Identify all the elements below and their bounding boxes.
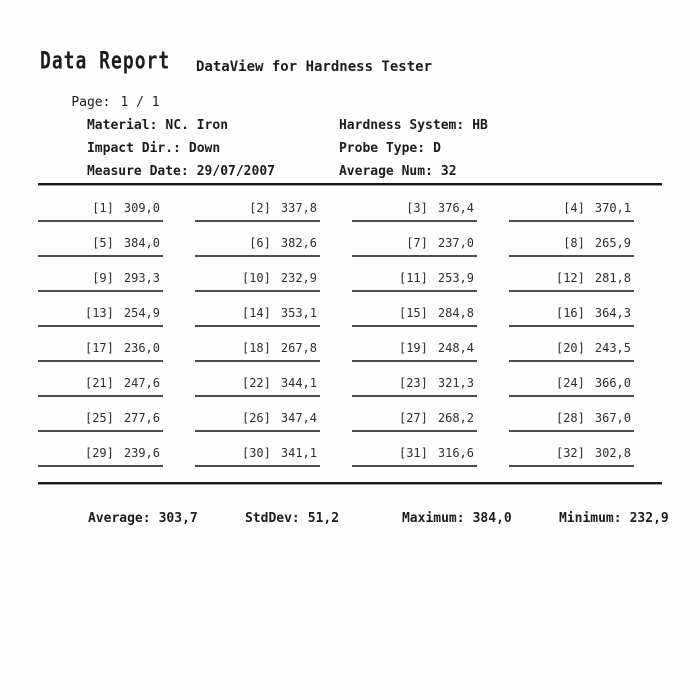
reading-cell: [352, 271, 477, 292]
reading-cell: [38, 411, 163, 432]
reading-cell: [195, 376, 320, 397]
reading-value: 247,6: [123, 376, 160, 390]
reading-index: [15]: [398, 306, 428, 320]
reading-value: 248,4: [437, 341, 474, 355]
reading-cell: [509, 236, 634, 257]
reading-value: 344,1: [280, 376, 317, 390]
reading-index: [28]: [555, 411, 585, 425]
stats-row: [38, 496, 669, 541]
reading-cell: [38, 236, 163, 257]
reading-value: 232,9: [280, 271, 317, 285]
reading-index: [10]: [241, 271, 271, 285]
stat-maximum: [352, 496, 512, 541]
reading-value: 347,4: [280, 411, 317, 425]
reading-cell: [38, 376, 163, 397]
reading-value: 353,1: [280, 306, 317, 320]
reading-value: 309,0: [123, 201, 160, 215]
reading-cell: [195, 271, 320, 292]
reading-cell: [195, 236, 320, 257]
stat-minimum-label: Minimum:: [558, 511, 622, 526]
reading-index: [18]: [241, 341, 271, 355]
reading-value: 265,9: [594, 236, 631, 250]
reading-value: 239,6: [123, 446, 160, 460]
reading-index: [11]: [398, 271, 428, 285]
reading-index: [4]: [563, 201, 585, 215]
stat-average-label: Average:: [87, 511, 151, 526]
stat-minimum-value: 232,9: [629, 511, 669, 526]
reading-value: 302,8: [594, 446, 631, 460]
reading-value: 337,8: [280, 201, 317, 215]
reading-cell: [38, 306, 163, 327]
page-label: Page:: [71, 95, 111, 110]
reading-index: [2]: [249, 201, 271, 215]
reading-index: [8]: [563, 236, 585, 250]
meta-measure-date-value: 29/07/2007: [196, 164, 275, 179]
meta-measure-date-label: Measure Date:: [86, 164, 189, 179]
reading-value: 277,6: [123, 411, 160, 425]
stat-stddev-value: 51,2: [307, 511, 340, 526]
reading-index: [17]: [84, 341, 114, 355]
reading-value: 367,0: [594, 411, 631, 425]
reading-cell: [195, 201, 320, 222]
meta-impact-dir-value: Down: [188, 141, 221, 156]
meta-probe-type: [292, 126, 660, 156]
stat-stddev: [195, 496, 352, 541]
reading-index: [32]: [555, 446, 585, 460]
reading-cell: [509, 411, 634, 432]
reading-cell: [509, 306, 634, 327]
reading-index: [29]: [84, 446, 114, 460]
reading-value: 366,0: [594, 376, 631, 390]
reading-value: 376,4: [437, 201, 474, 215]
reading-index: [3]: [406, 201, 428, 215]
meta-material-value: NC. Iron: [165, 118, 229, 133]
reading-index: [26]: [241, 411, 271, 425]
reading-value: 267,8: [280, 341, 317, 355]
reading-index: [22]: [241, 376, 271, 390]
reading-cell: [352, 306, 477, 327]
meta-hardness-system: [292, 103, 660, 133]
reading-value: 384,0: [123, 236, 160, 250]
reading-cell: [509, 446, 634, 467]
reading-value: 382,6: [280, 236, 317, 250]
reading-value: 268,2: [437, 411, 474, 425]
reading-index: [23]: [398, 376, 428, 390]
reading-index: [16]: [555, 306, 585, 320]
reading-cell: [352, 376, 477, 397]
reading-index: [7]: [406, 236, 428, 250]
reading-index: [25]: [84, 411, 114, 425]
reading-value: 254,9: [123, 306, 160, 320]
reading-value: 236,0: [123, 341, 160, 355]
reading-cell: [509, 201, 634, 222]
reading-cell: [352, 341, 477, 362]
reading-value: 316,6: [437, 446, 474, 460]
meta-section: [40, 103, 660, 179]
meta-probe-type-value: D: [433, 141, 441, 156]
reading-index: [31]: [398, 446, 428, 460]
page-title: Data Report: [40, 47, 171, 76]
meta-hardness-system-label: Hardness System:: [338, 118, 465, 133]
reading-cell: [509, 376, 634, 397]
reading-cell: [195, 446, 320, 467]
stat-maximum-label: Maximum:: [401, 511, 465, 526]
reading-index: [30]: [241, 446, 271, 460]
meta-measure-date: [40, 149, 292, 179]
separator-bottom: [38, 482, 662, 485]
reading-cell: [195, 411, 320, 432]
app-subtitle: DataView for Hardness Tester: [196, 59, 433, 75]
meta-material-label: Material:: [86, 118, 158, 133]
stat-minimum: [509, 496, 669, 541]
reading-cell: [352, 411, 477, 432]
meta-hardness-system-value: HB: [472, 118, 488, 133]
reading-cell: [38, 201, 163, 222]
stat-average-value: 303,7: [158, 511, 198, 526]
reading-index: [27]: [398, 411, 428, 425]
meta-impact-dir-label: Impact Dir.:: [86, 141, 181, 156]
reading-cell: [38, 271, 163, 292]
reading-cell: [509, 271, 634, 292]
reading-cell: [352, 446, 477, 467]
reading-value: 321,3: [437, 376, 474, 390]
reading-index: [9]: [92, 271, 114, 285]
reading-cell: [509, 341, 634, 362]
reading-index: [14]: [241, 306, 271, 320]
meta-probe-type-label: Probe Type:: [338, 141, 426, 156]
stat-maximum-value: 384,0: [472, 511, 512, 526]
reading-index: [5]: [92, 236, 114, 250]
reading-index: [12]: [555, 271, 585, 285]
reading-cell: [38, 341, 163, 362]
reading-value: 370,1: [594, 201, 631, 215]
reading-value: 253,9: [437, 271, 474, 285]
page-value: 1 / 1: [120, 95, 160, 110]
reading-value: 293,3: [123, 271, 160, 285]
meta-average-num-value: 32: [440, 164, 457, 179]
reading-cell: [38, 446, 163, 467]
reading-value: 364,3: [594, 306, 631, 320]
reading-index: [1]: [92, 201, 114, 215]
reading-index: [19]: [398, 341, 428, 355]
reading-cell: [195, 306, 320, 327]
stat-stddev-label: StdDev:: [244, 511, 300, 526]
reading-index: [20]: [555, 341, 585, 355]
reading-index: [13]: [84, 306, 114, 320]
readings-grid: [38, 201, 634, 467]
stat-average: [38, 496, 198, 541]
meta-material: [40, 103, 292, 133]
meta-average-num-label: Average Num:: [338, 164, 433, 179]
reading-cell: [352, 236, 477, 257]
reading-value: 281,8: [594, 271, 631, 285]
reading-cell: [195, 341, 320, 362]
reading-index: [24]: [555, 376, 585, 390]
reading-cell: [352, 201, 477, 222]
reading-value: 237,0: [437, 236, 474, 250]
meta-average-num: [292, 149, 660, 179]
meta-impact-dir: [40, 126, 292, 156]
reading-value: 243,5: [594, 341, 631, 355]
separator-top: [38, 183, 662, 186]
reading-value: 341,1: [280, 446, 317, 460]
reading-index: [6]: [249, 236, 271, 250]
reading-index: [21]: [84, 376, 114, 390]
reading-value: 284,8: [437, 306, 474, 320]
